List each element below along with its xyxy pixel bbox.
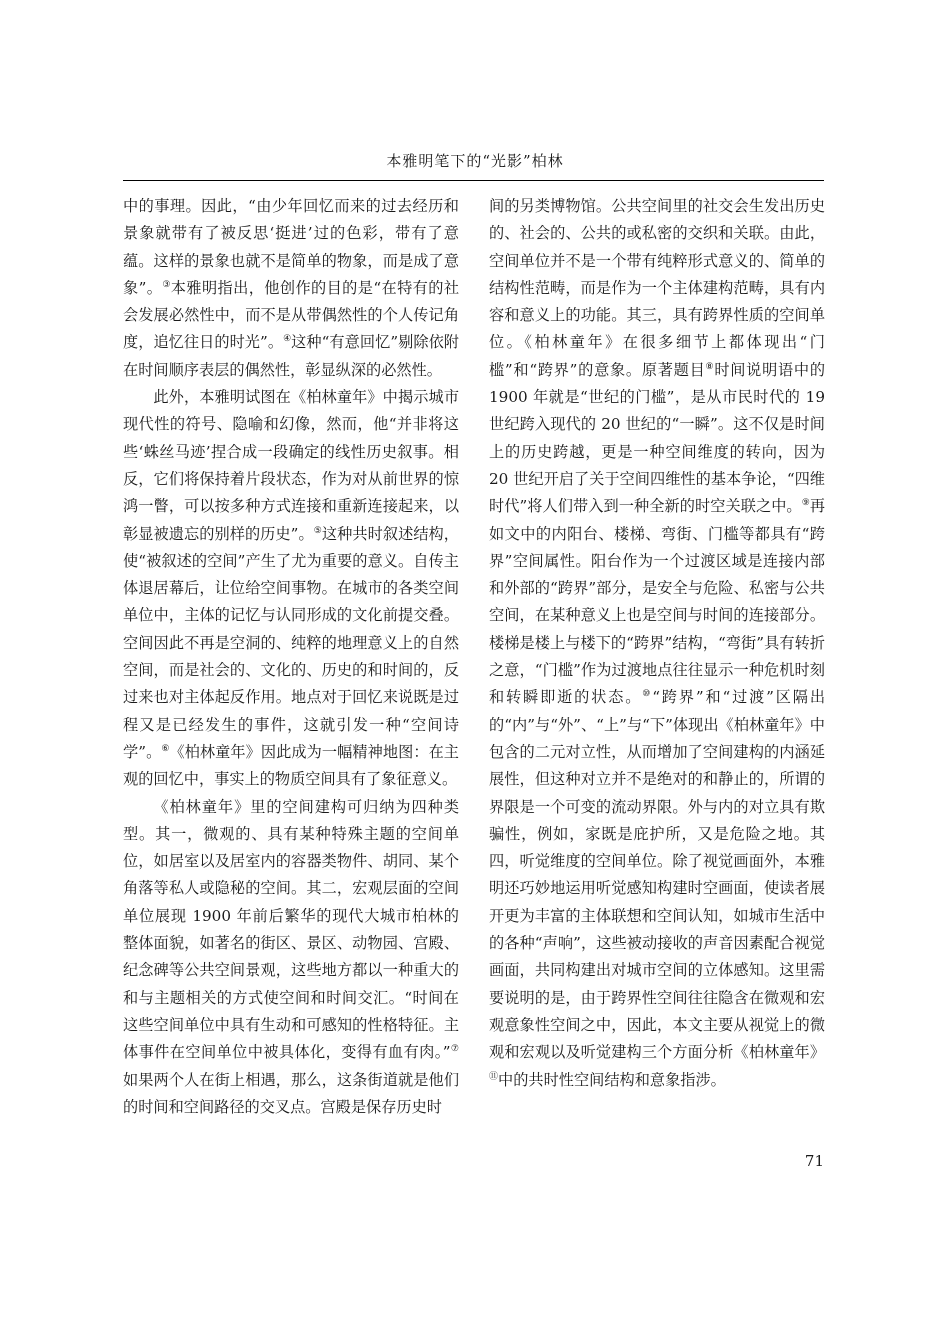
footnote-ref-5[interactable]: ⑤: [313, 525, 322, 536]
text-segment: 时间说明语中的 1900 年就是“世纪的门槛”，是从市民时代的 19 世纪跨入现代的 20 世纪的“一瞬”。这不仅是时间上的历史跨越，更是一种空间维度的转向，因为 20 世纪开启了关于空间四维性的基本争论，“四维时代”将人们带入到一种全新的时空关联之中。: [489, 360, 826, 516]
page-number: 71: [804, 1152, 824, 1170]
text-segment: “跨界”和“过渡”区隔出的“内”与“外”、“上”与“下”体现出《柏林童年》中包含的二元对立性，从而增加了空间建构的内涵延展性，但这种对立并不是绝对的和静止的，所谓的界限是一个可变的流动界限。外与内的对立具有欺骗性，例如，家既是庇护所，又是危险之地。其四，听觉维度的空间单位。除了视觉画面外，本雅明还巧妙地运用听觉感知构建时空画面，使读者展开更为丰富的主体联想和空间认知，如城市生活中的各种“声响”，这些被动接收的声音因素配合视觉画面，共同构建出对城市空间的立体感知。这里需要说明的是，由于跨界性空间往往隐含在微观和宏观意象性空间之中，因此，本文主要从视觉上的微观和宏观以及听觉建构三个方面分析《柏林童年》: [489, 688, 826, 1062]
text-segment: 中的事理。因此，“由少年回忆而来的过去经历和景象就带有了被反思‘挺进’过的色彩，带有了意蕴。这样的景象也就不是简单的物象，而是成了意象”。: [123, 197, 459, 297]
running-title: 本雅明笔下的“光影”柏林: [386, 152, 564, 170]
text-segment: 此外，本雅明试图在《柏林童年》中揭示城市现代性的符号、隐喻和幻像，然而，他“并非将这些‘蛛丝马迹’捏合成一段确定的线性历史叙事。相反，它们将保持着片段状态，作为对从前世界的惊鸿一瞥，可以按多种方式连接和重新连接起来，以彰显被遗忘的别样的历史”。: [123, 388, 459, 543]
footnote-ref-6[interactable]: ⑥: [161, 743, 170, 754]
footnote-ref-3[interactable]: ③: [162, 279, 171, 290]
footnote-ref-9[interactable]: ⑨: [801, 498, 810, 509]
text-segment: 《柏林童年》里的空间建构可归纳为四种类型。其一，微观的、具有某种特殊主题的空间单位，如居室以及居室内的容器类物件、胡同、某个角落等私人或隐秘的空间。其二，宏观层面的空间单位展现 1900 年前后繁华的现代大城市柏林的整体面貌，如著名的街区、景区、动物园、宫殿、纪念碑等公共空间景观，这些地方都以一种重大的和与主题相关的方式使空间和时间交汇。“时间在这些空间单位中具有生动和可感知的性格特征。主体事件在空间单位中被具体化，变得有血有肉。”: [123, 797, 459, 1062]
right-column: [489, 193, 825, 1094]
left-paragraph-2: [123, 384, 459, 793]
footnote-ref-8[interactable]: ⑧: [705, 361, 715, 372]
footnote-ref-11[interactable]: ⑪: [489, 1071, 499, 1082]
left-column: [123, 193, 459, 1121]
left-paragraph-1: [123, 193, 459, 384]
right-paragraph-1: [489, 193, 825, 1094]
footnote-ref-4[interactable]: ④: [283, 334, 292, 345]
footnote-ref-10[interactable]: ⑩: [642, 689, 653, 700]
text-segment: 这种“有意回忆”剔除依附在时间顺序表层的偶然性，彰显纵深的必然性。: [123, 333, 459, 379]
text-segment: 中的共时性空间结构和意象指涉。: [498, 1070, 726, 1089]
text-segment: 间的另类博物馆。公共空间里的社交会生发出历史的、社会的、公共的或私密的交织和关联。由此，空间单位并不是一个带有纯粹形式意义的、简单的结构性范畴，而是作为一个主体建构范畴，具有内容和意义上的功能。其三，具有跨界性质的空间单位。《柏林童年》在很多细节上都体现出“门槛”和“跨界”的意象。原著题目: [489, 197, 825, 379]
text-segment: 再如文中的内阳台、楼梯、弯街、门槛等都具有“跨界”空间属性。阳台作为一个过渡区域是连接内部和外部的“跨界”部分，是安全与危险、私密与公共空间，在某种意义上也是空间与时间的连接部分。楼梯是楼上与楼下的“跨界”结构，“弯街”具有转折之意，“门槛”作为过渡地点往往显示一种危机时刻和转瞬即逝的状态。: [489, 497, 825, 707]
header-rule: [123, 180, 824, 181]
left-paragraph-3: [123, 794, 459, 1122]
text-segment: 这种共时叙述结构，使“被叙述的空间”产生了尤为重要的意义。自传主体退居幕后，让位给空间事物。在城市的各类空间单位中，主体的记忆与认同形成的文化前提交叠。空间因此不再是空洞的、纯粹的地理意义上的自然空间，而是社会的、文化的、历史的和时间的，反过来也对主体起反作用。地点对于回忆来说既是过程又是已经发生的事件，这就引发一种“空间诗学”。: [123, 524, 459, 761]
footnote-ref-7[interactable]: ⑦: [450, 1044, 459, 1055]
text-segment: 本雅明指出，他创作的目的是“在特有的社会发展必然性中，而不是从带偶然性的个人传记角度，追忆往日的时光”。: [123, 278, 460, 352]
text-segment: 如果两个人在街上相遇，那么，这条街道就是他们的时间和空间路径的交叉点。宫殿是保存历史时: [123, 1070, 459, 1116]
text-segment: 《柏林童年》因此成为一幅精神地图：在主观的回忆中，事实上的物质空间具有了象征意义。: [123, 742, 459, 789]
